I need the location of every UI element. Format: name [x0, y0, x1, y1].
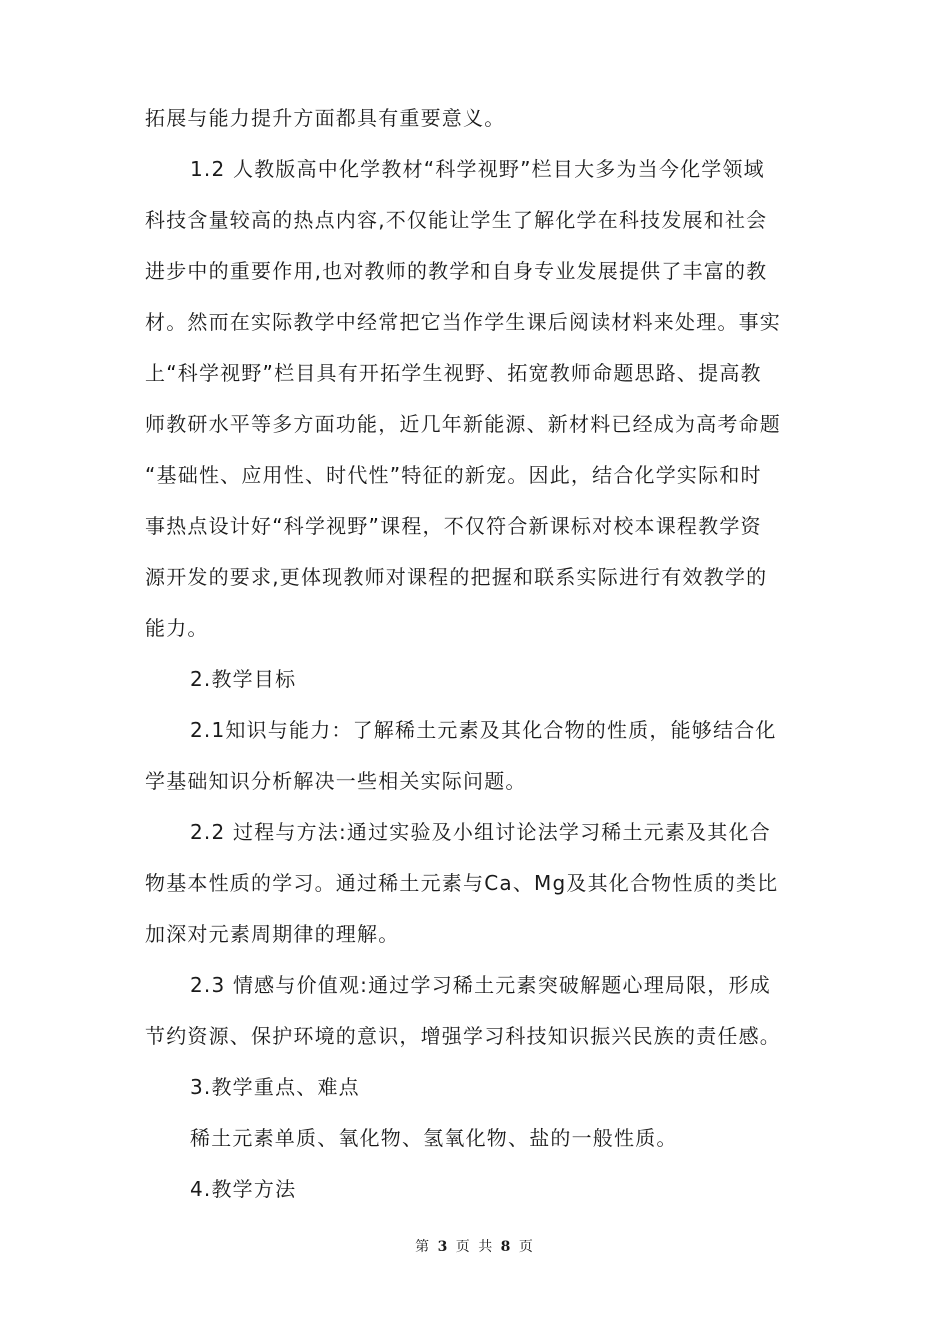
- text-line: 学基础知识分析解决一些相关实际问题。: [145, 769, 527, 793]
- text-line: 2.3 情感与价值观:通过学习稀土元素突破解题心理局限，形成: [190, 973, 771, 997]
- text-line: 2.2 过程与方法:通过实验及小组讨论法学习稀土元素及其化合: [190, 820, 771, 844]
- text-line: 能力。: [145, 616, 209, 640]
- section-heading: 4.教学方法: [190, 1177, 297, 1201]
- section-heading: 2.教学目标: [190, 667, 297, 691]
- text-line: 2.1知识与能力：了解稀土元素及其化合物的性质，能够结合化: [190, 718, 777, 742]
- text-line: 上“科学视野”栏目具有开拓学生视野、拓宽教师命题思路、提高教: [145, 361, 762, 385]
- footer-suffix: 页: [518, 1239, 535, 1255]
- page-footer: [0, 1236, 950, 1256]
- text-line: 材。然而在实际教学中经常把它当作学生课后阅读材料来处理。事实: [145, 310, 781, 334]
- text-line: 1.2 人教版高中化学教材“科学视野”栏目大多为当今化学领域: [190, 157, 765, 181]
- text-line: “基础性、应用性、时代性”特征的新宠。因此，结合化学实际和时: [145, 463, 762, 487]
- footer-page-number: 3: [437, 1239, 450, 1255]
- section-heading: 3.教学重点、难点: [190, 1075, 360, 1099]
- text-line: 节约资源、保护环境的意识，增强学习科技知识振兴民族的责任感。: [145, 1024, 781, 1048]
- text-line: 师教研水平等多方面功能，近几年新能源、新材料已经成为高考命题: [145, 412, 781, 436]
- footer-middle: 页 共: [455, 1239, 495, 1255]
- text-line: 拓展与能力提升方面都具有重要意义。: [145, 106, 506, 130]
- footer-total-pages: 8: [500, 1239, 513, 1255]
- footer-prefix: 第: [415, 1239, 432, 1255]
- text-line: 源开发的要求,更体现教师对课程的把握和联系实际进行有效教学的: [145, 565, 768, 589]
- text-line: 科技含量较高的热点内容,不仅能让学生了解化学在科技发展和社会: [145, 208, 768, 232]
- text-line: 进步中的重要作用,也对教师的教学和自身专业发展提供了丰富的教: [145, 259, 768, 283]
- text-line: 加深对元素周期律的理解。: [145, 922, 400, 946]
- text-line: 稀土元素单质、氧化物、氢氧化物、盐的一般性质。: [190, 1126, 678, 1150]
- text-line: 物基本性质的学习。通过稀土元素与Ca、Mg及其化合物性质的类比: [145, 871, 779, 895]
- text-line: 事热点设计好“科学视野”课程，不仅符合新课标对校本课程教学资: [145, 514, 762, 538]
